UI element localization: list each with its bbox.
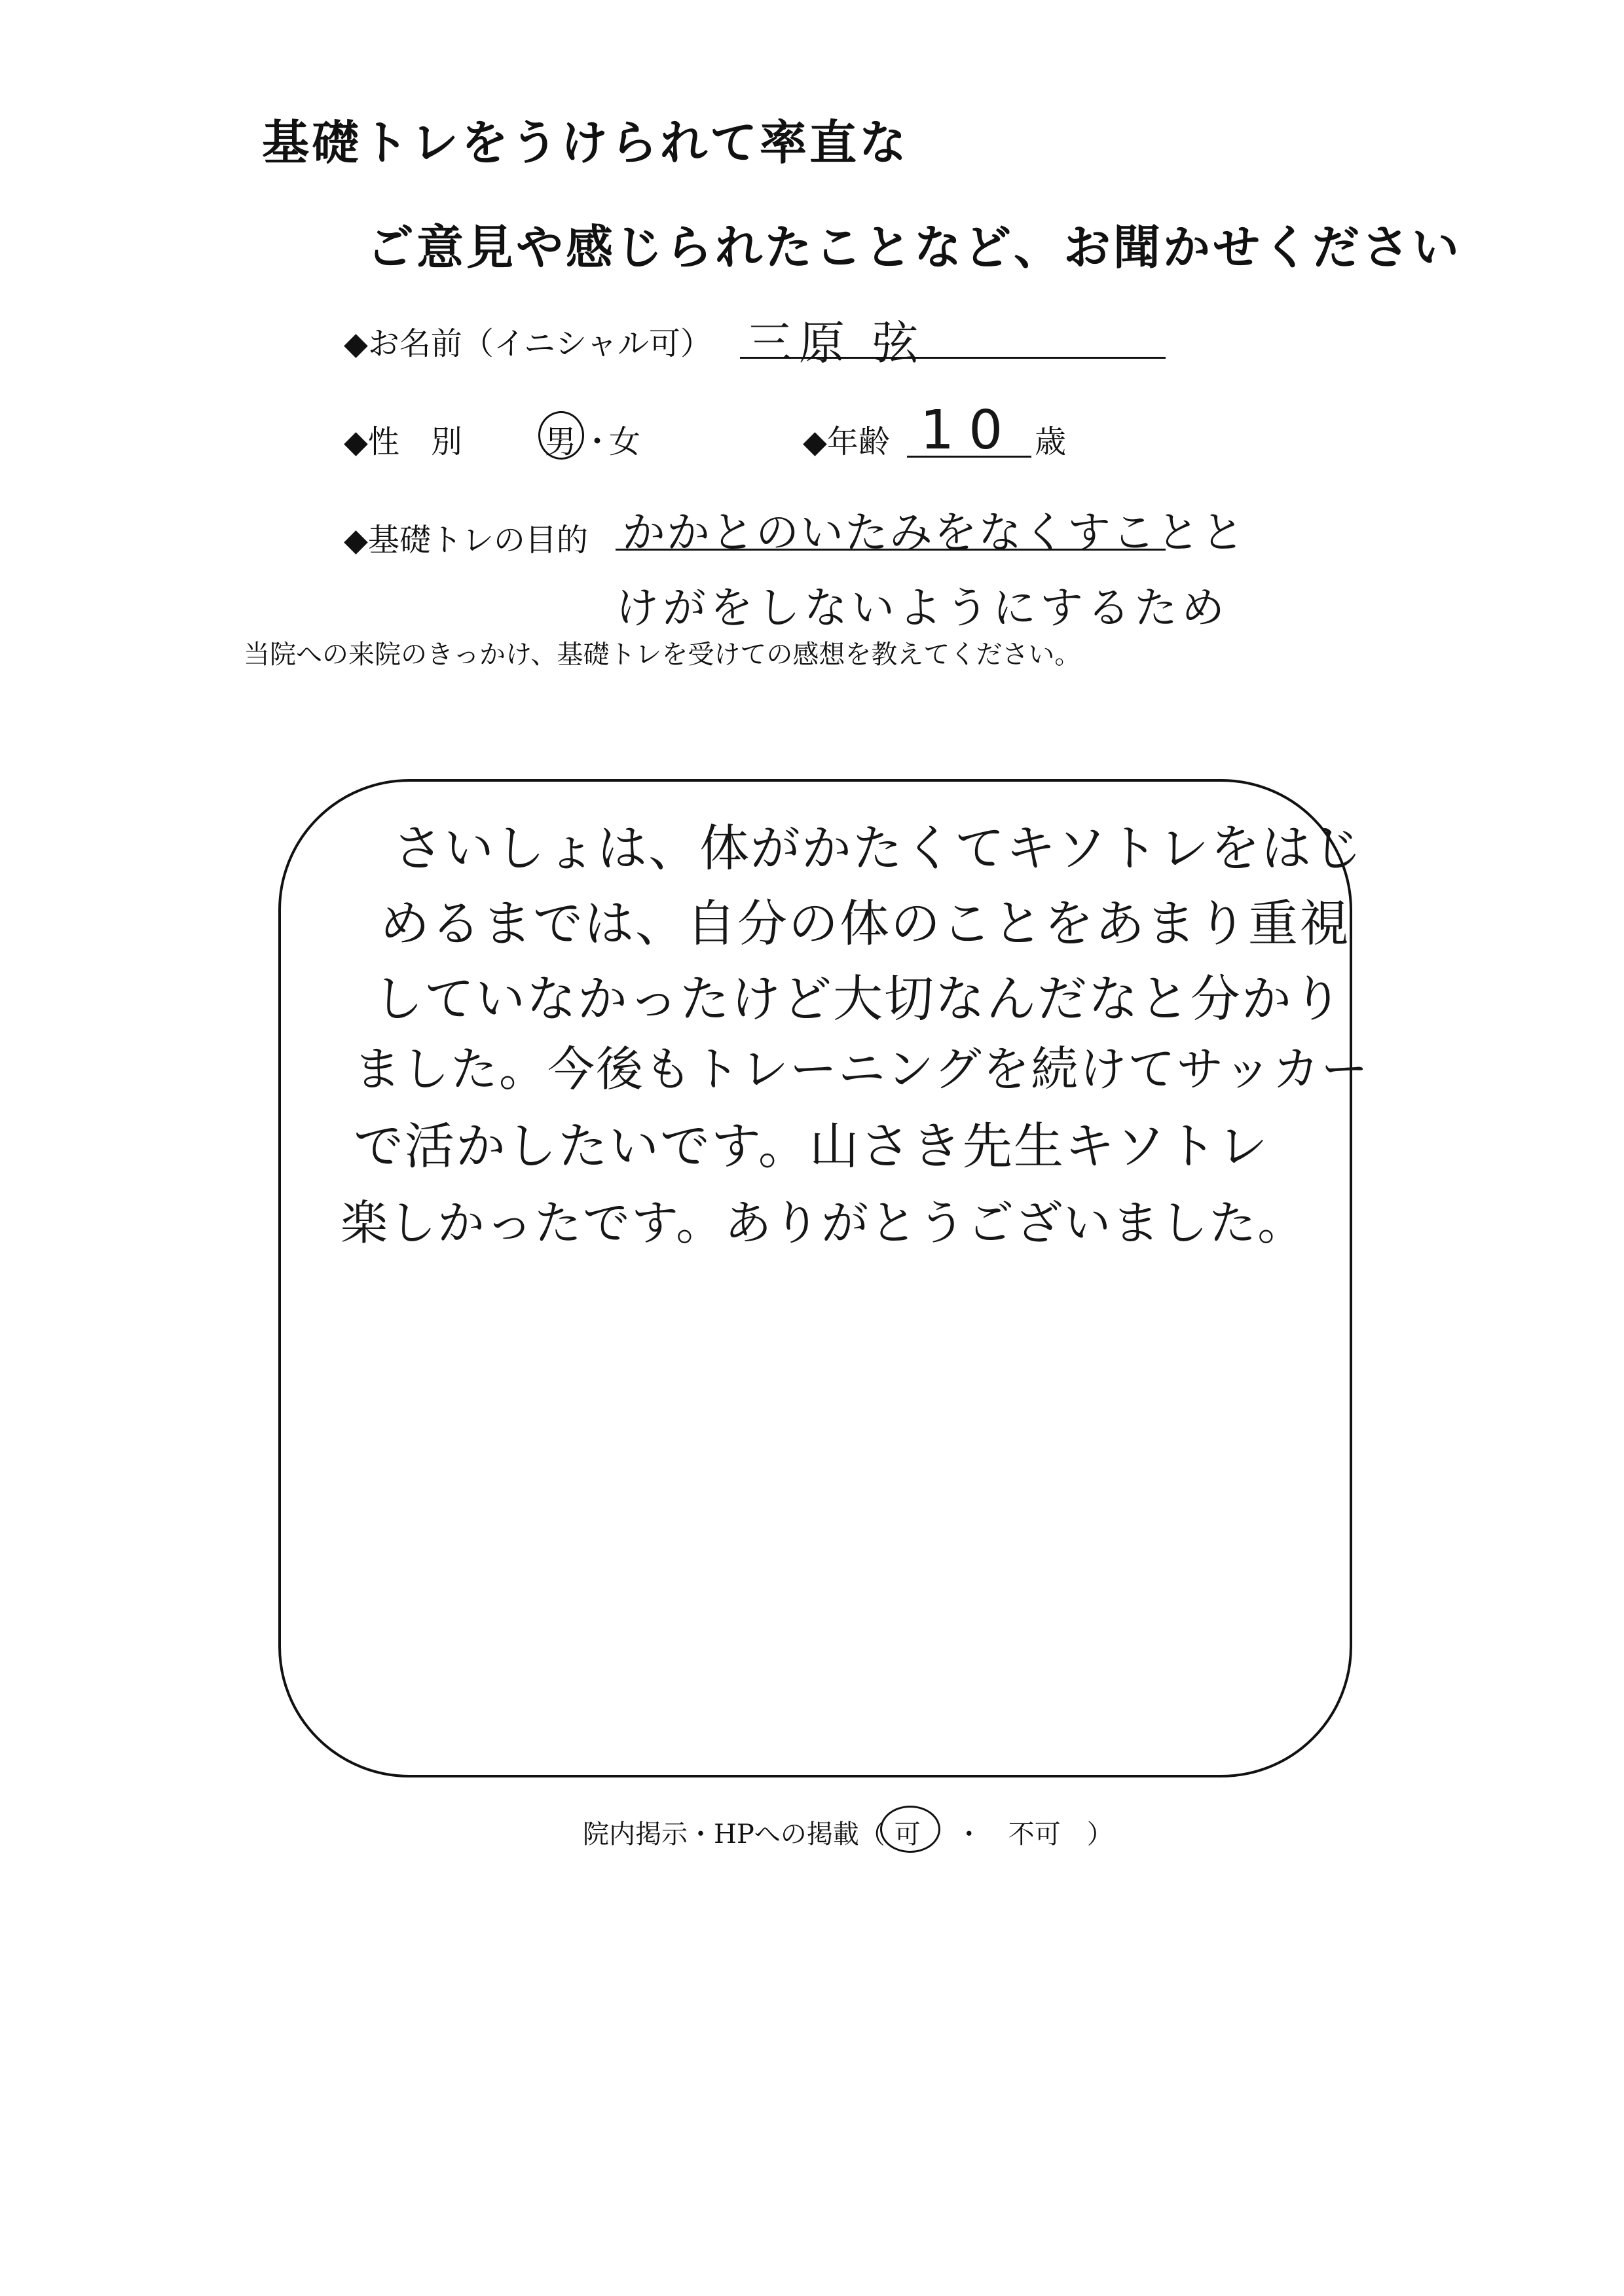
answer-line-4: ました。今後もトレーニングを続けてサッカー <box>354 1042 1370 1097</box>
purpose-value-line2: けがをしないようにするため <box>616 583 1228 633</box>
answer-line-2: めるまでは、自分の体のことをあまり重視 <box>380 894 1350 953</box>
purpose-label: ◆基礎トレの目的 <box>344 522 588 558</box>
age-label: ◆年齢 <box>803 424 890 460</box>
footer-label: 院内掲示・HPへの掲載（ <box>583 1819 885 1850</box>
footer-close: ） <box>1086 1819 1113 1850</box>
footer-option-no: 不可 <box>1008 1819 1061 1850</box>
answer-line-6: 楽しかったです。ありがとうございました。 <box>341 1195 1306 1250</box>
gender-separator: ・ <box>581 424 614 460</box>
age-underline <box>907 456 1031 458</box>
purpose-value-line1: かかとのいたみをなくすことと <box>622 507 1246 558</box>
form-title-line1: 基礎トレをうけられて率直な <box>262 115 910 170</box>
footer-option-yes: 可 <box>894 1819 921 1850</box>
form-title-line2: ご意見や感じられたことなど、お聞かせください <box>367 220 1462 275</box>
name-underline <box>740 357 1166 359</box>
age-unit: 歳 <box>1035 424 1067 460</box>
footer-separator: ・ <box>955 1819 982 1850</box>
footer-selected-circle <box>880 1806 940 1853</box>
purpose-underline-1 <box>616 549 1166 551</box>
instruction-text: 当院への来院のきっかけ、基礎トレを受けての感想を教えてください。 <box>244 640 1081 670</box>
name-label: ◆お名前（イニシャル可） <box>344 325 712 362</box>
answer-line-5: で活かしたいです。山さき先生キソトレ <box>354 1117 1269 1175</box>
gender-female-option: 女 <box>609 424 641 460</box>
gender-male-option: 男 <box>545 424 577 460</box>
gender-label: ◆性 別 <box>344 424 462 460</box>
gender-selected-circle <box>538 411 584 460</box>
answer-line-3: していなかったけど大切なんだなと分かり <box>373 970 1344 1028</box>
name-value: 三原 弦 <box>747 316 925 370</box>
answer-line-1: さいしょは、体がかたくてキソトレをはじ <box>393 819 1363 877</box>
footer-publish-consent <box>583 1813 1113 1851</box>
age-value: 10 <box>920 399 1018 462</box>
